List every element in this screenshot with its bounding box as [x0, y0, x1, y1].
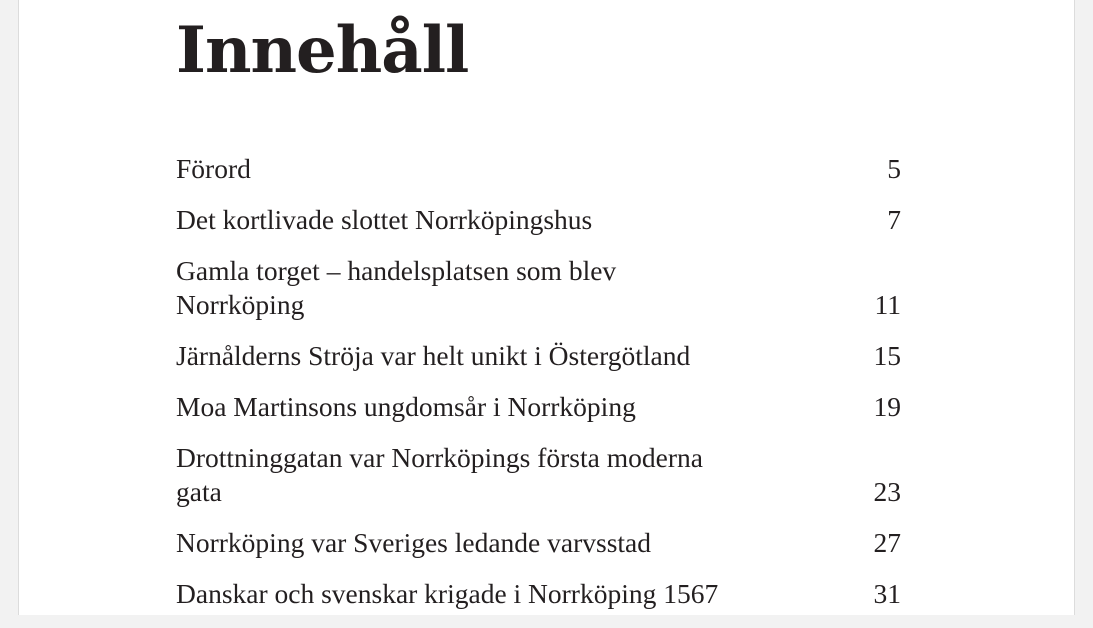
- toc-entry: [176, 339, 901, 373]
- toc-entry: [176, 577, 901, 611]
- toc-entry-title: Moa Martinsons ungdomsår i Norrköping: [176, 391, 636, 422]
- toc-entry-page: 5: [887, 153, 901, 184]
- toc-entry: [176, 441, 901, 509]
- toc-entry-page: 31: [873, 578, 901, 609]
- toc-entry: [176, 203, 901, 237]
- toc-entry-title: Förord: [176, 153, 251, 184]
- toc-entry-page: 11: [874, 289, 901, 320]
- toc-entry: [176, 254, 901, 322]
- toc-entry-title: Danskar och svenskar krigade i Norrköping 1567: [176, 578, 719, 609]
- toc-entry-page: 19: [873, 391, 901, 422]
- toc-entry-page: 7: [887, 204, 901, 235]
- toc-entry-title: Järnålderns Ströja var helt unikt i Östergötland: [176, 340, 691, 371]
- toc-entry-page: 27: [873, 527, 901, 558]
- toc-entry-title: Drottninggatan var Norrköpings första moderna gata: [176, 442, 703, 507]
- toc-entry: [176, 390, 901, 424]
- page-title: Innehåll: [176, 13, 469, 88]
- toc-entry-page: 23: [873, 476, 901, 507]
- toc-entry-title: Norrköping var Sveriges ledande varvsstad: [176, 527, 652, 558]
- document-page: [18, 0, 1075, 615]
- toc-entry: [176, 152, 901, 186]
- toc-entry-title: Det kortlivade slottet Norrköpingshus: [176, 204, 593, 235]
- toc-entry: [176, 526, 901, 560]
- toc-entry-page: 15: [873, 340, 901, 371]
- toc-entry-title: Gamla torget – handelsplatsen som blev Norrköping: [176, 255, 617, 320]
- table-of-contents: [176, 152, 901, 628]
